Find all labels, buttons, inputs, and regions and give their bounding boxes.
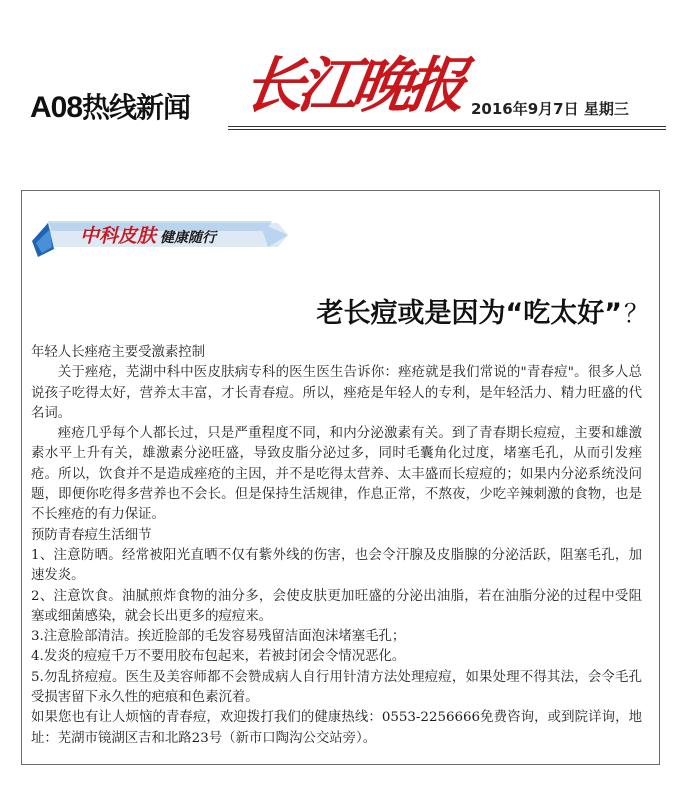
tip-item: 1、注意防晒。经常被阳光直晒不仅有紫外线的伤害，也会令汗腺及皮脂腺的分泌活跃，阻塞毛孔，加速发炎。: [31, 547, 642, 584]
tip-item: 5.勿乱挤痘痘。医生及美容师都不会赞成病人自行用针清方法处理痘痘，如果处理不得其法，会令毛孔受损害留下永久性的疤痕和色素沉着。: [31, 669, 642, 706]
masthead-logo: 长江晚报: [239, 51, 465, 121]
subheading-hormones: 年轻人长痤疮主要受激素控制: [31, 345, 206, 360]
page-section-label: [30, 86, 190, 126]
page-number: A08: [30, 91, 83, 124]
publication-date: 2016年9月7日 星期三: [471, 100, 629, 118]
subheading-prevention: 预防青春痘生活细节: [31, 527, 152, 543]
header-rule: [228, 126, 666, 136]
newspaper-header: [0, 0, 676, 140]
article-body: [31, 343, 642, 749]
tip-item: 3.注意脸部清洁。挨近脸部的毛发容易残留洁面泡沫堵塞毛孔；: [31, 629, 406, 645]
tip-item: 4.发炎的痘痘千万不要用胶布包起来，若被封闭会令情况恶化。: [31, 649, 406, 665]
contact-paragraph: 如果您也有让人烦恼的青春痘，欢迎拨打我们的健康热线：0553-2256666免费咨询，或到院详询，地址：芜湖市镜湖区吉和北路23号（新市口陶沟公交站旁）。: [31, 710, 642, 746]
column-banner: [32, 209, 288, 259]
body-paragraph: 痤疮几乎每个人都长过，只是严重程度不同，和内分泌激素有关。到了青春期长痘痘，主要和雄激素水平上升有关，雄激素分泌旺盛，导致皮脂分泌过多，同时毛囊角化过度，堵塞毛孔，从而引发痤疮。所以，饮食并不是造成痤疮的主因，并不是吃得太营养、太丰盛而长痘痘的；如果内分泌系统没问题，即便你吃得多营养也不会长。但是保持生活规律，作息正常，不熬夜，少吃辛辣刺激的食物，也是不长痤疮的有力保证。: [31, 426, 642, 523]
advertorial-article: [21, 190, 660, 765]
tip-item: 2、注意饮食。油腻煎炸食物的油分多，会使皮肤更加旺盛的分泌出油脂，若在油脂分泌的过程中受阻塞或细菌感染，就会长出更多的痘痘来。: [31, 588, 642, 624]
article-title: [22, 291, 649, 330]
body-paragraph: 关于痤疮，芜湖中科中医皮肤病专科的医生医生告诉你：痤疮就是我们常说的"青春痘"。很多人总说孩子吃得太好，营养太丰富，才长青春痘。所以，痤疮是年轻人的专利，是年轻活力、精力旺盛的代名词。: [31, 365, 642, 421]
article-title-mark: ？: [623, 299, 649, 328]
banner-label: [80, 221, 216, 248]
banner-brand: 中科皮肤: [80, 225, 157, 247]
banner-subtitle: 健康随行: [160, 230, 217, 246]
article-title-text: 老长痘或是因为“吃太好”: [316, 298, 622, 329]
section-name: 热线新闻: [82, 92, 191, 123]
